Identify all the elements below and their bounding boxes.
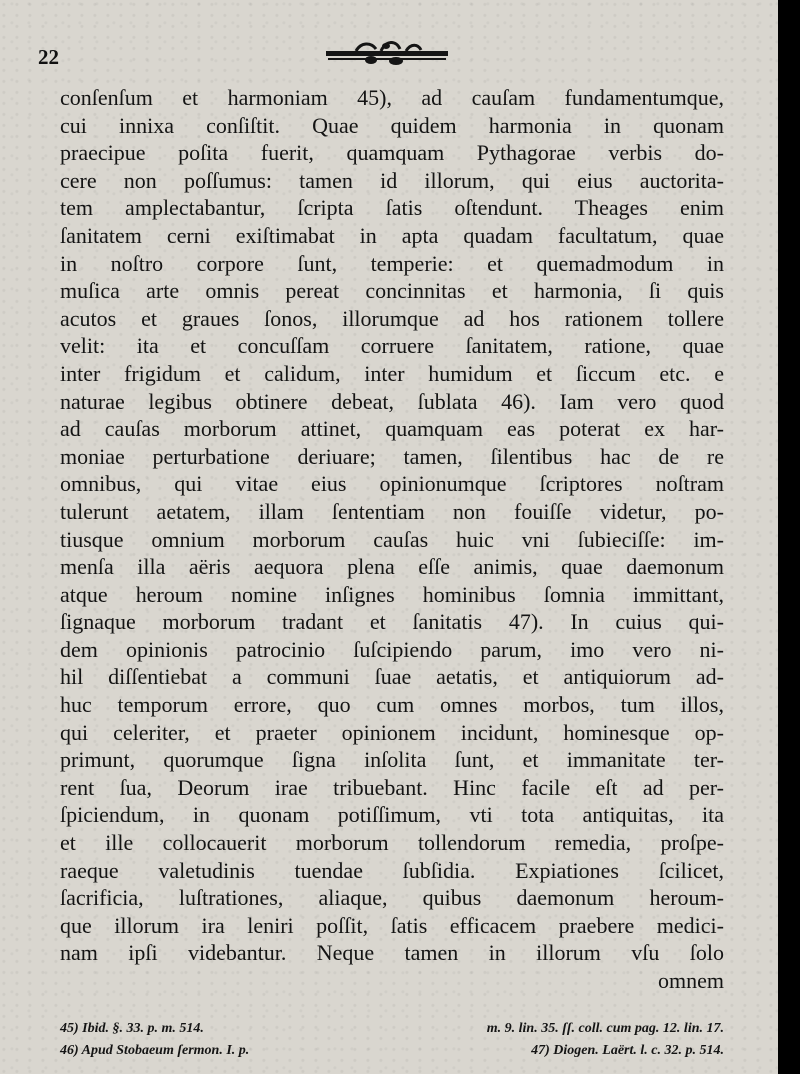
- text-line: tem amplectabantur, ſcripta ſatis oſtendunt. Theages enim: [60, 195, 724, 221]
- text-line: muſica arte omnis pereat concinnitas et harmonia, ſi quis: [60, 278, 724, 304]
- text-line: tulerunt aetatem, illam ſententiam non fouiſſe videtur, po-: [60, 498, 724, 524]
- text-line: primunt, quorumque ſigna inſolita ſunt, et immanitate ter-: [60, 747, 724, 773]
- text-line: ſacrificia, luſtrationes, aliaque, quibus daemonum heroum-: [60, 885, 724, 911]
- text-line: cui innixa conſiſtit. Quae quidem harmonia in quonam: [60, 112, 724, 138]
- text-line: raeque valetudinis tuendae ſubſidia. Expiationes ſcilicet,: [60, 857, 724, 883]
- text-line: huc temporum errore, quo cum omnes morbos, tum illos,: [60, 692, 724, 718]
- text-line: ad cauſas morborum attinet, quamquam eas poterat ex har-: [60, 416, 724, 442]
- text-line: rent ſua, Deorum irae tribuebant. Hinc facile eſt ad per-: [60, 774, 724, 800]
- footnote-line: [60, 1018, 724, 1040]
- text-line: qui celeriter, et praeter opinionem incidunt, hominesque op-: [60, 719, 724, 745]
- text-line: omnibus, qui vitae eius opinionumque ſcriptores noſtram: [60, 471, 724, 497]
- text-line: in noſtro corpore ſunt, temperie: et quemadmodum in: [60, 250, 724, 276]
- text-line: dem opinionis patrocinio ſuſcipiendo parum, imo vero ni-: [60, 636, 724, 662]
- footnote-46: 46) Apud Stobaeum ſermon. I. p.: [60, 1043, 250, 1058]
- text-line: naturae legibus obtinere debeat, ſublata 46). Iam vero quod: [60, 388, 724, 414]
- catchword: omnem: [658, 968, 724, 993]
- footnotes: [60, 1018, 724, 1062]
- footnote-47: 47) Diogen. Laërt. l. c. 32. p. 514.: [531, 1043, 724, 1058]
- text-line: conſenſum et harmoniam 45), ad cauſam fundamentumque,: [60, 85, 724, 110]
- footnote-45-continued: m. 9. lin. 35. ſſ. coll. cum pag. 12. lin. 17.: [486, 1021, 724, 1036]
- page-number: 22: [38, 45, 59, 69]
- text-line: ſpiciendum, in quonam potiſſimum, vti tota antiquitas, ita: [60, 802, 724, 828]
- text-line: menſa illa aëris aequora plena eſſe animis, quae daemonum: [60, 554, 724, 580]
- leaf-branch-ornament-icon: [326, 40, 448, 68]
- body-text: [60, 84, 724, 995]
- footnote-45: 45) Ibid. §. 33. p. m. 514.: [60, 1021, 204, 1036]
- text-line: ſanitatem cerni exiſtimabat in apta quadam facultatum, quae: [60, 222, 724, 248]
- text-line: praecipue poſita fuerit, quamquam Pythagorae verbis do-: [60, 140, 724, 166]
- text-line: hil diſſentiebat a communi ſuae aetatis, et antiquiorum ad-: [60, 664, 724, 690]
- scan-border: [778, 0, 800, 1074]
- text-line: atque heroum nomine inſignes hominibus ſomnia immittant,: [60, 581, 724, 607]
- text-line: tiusque omnium morborum cauſas huic vni ſubieciſſe: im-: [60, 526, 724, 552]
- text-line: moniae perturbatione deriuare; tamen, ſilentibus hac de re: [60, 443, 724, 469]
- footnote-line: [60, 1040, 724, 1062]
- text-line: inter frigidum et calidum, inter humidum et ſiccum etc. e: [60, 360, 724, 386]
- text-line: ſignaque morborum tradant et ſanitatis 47). In cuius qui-: [60, 609, 724, 635]
- text-line: acutos et graues ſonos, illorumque ad hos rationem tollere: [60, 305, 724, 331]
- text-line: nam ipſi videbantur. Neque tamen in illorum vſu ſolo: [60, 940, 724, 966]
- text-line: et ille collocauerit morborum tollendorum remedia, proſpe-: [60, 830, 724, 856]
- text-line: que illorum ira leniri poſſit, ſatis efficacem praebere medici-: [60, 912, 724, 938]
- text-line: cere non poſſumus: tamen id illorum, qui eius auctorita-: [60, 167, 724, 193]
- text-line: velit: ita et concuſſam corruere ſanitatem, ratione, quae: [60, 333, 724, 359]
